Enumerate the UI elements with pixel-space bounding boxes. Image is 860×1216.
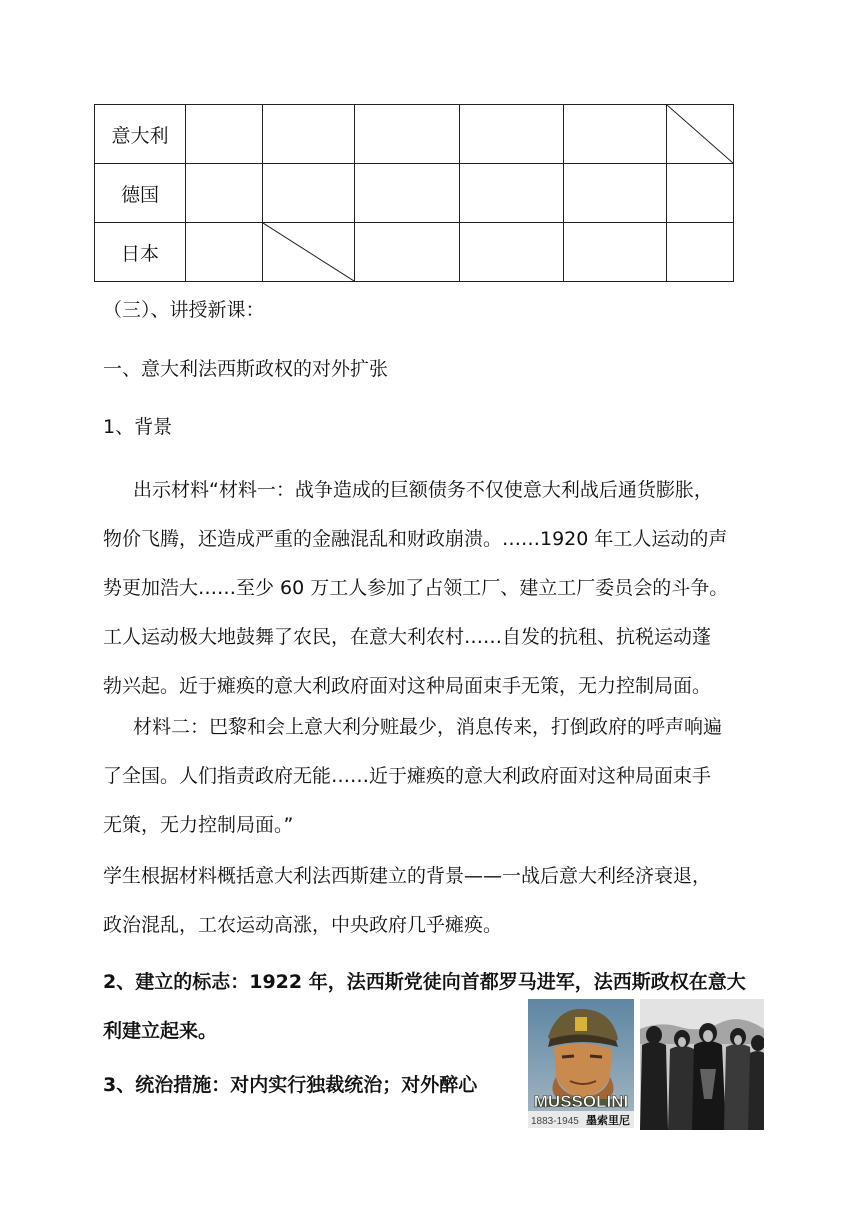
text-line: 物价飞腾，还造成严重的金融混乱和财政崩溃。……1920 年工人运动的声 xyxy=(103,528,728,550)
section-heading: （三）、讲授新课： xyxy=(103,299,265,321)
text-line: 无策，无力控制局面。” xyxy=(103,814,294,836)
table-cell xyxy=(263,105,355,164)
march-on-rome-photo xyxy=(640,999,764,1130)
table-cell xyxy=(355,105,460,164)
row-label: 意大利 xyxy=(95,105,186,164)
rule-measures: 3、统治措施：对内实行独裁统治；对外醉心 xyxy=(103,1074,478,1096)
subheading-background: 1、背景 xyxy=(103,416,173,438)
material-one xyxy=(103,466,763,711)
table-cell xyxy=(263,164,355,223)
table-row xyxy=(95,223,734,282)
table-cell xyxy=(667,223,734,282)
poster-art xyxy=(528,999,634,1128)
text-line: 勃兴起。近于瘫痪的意大利政府面对这种局面束手无策，无力控制局面。 xyxy=(103,675,712,697)
table-cell xyxy=(355,164,460,223)
student-summary xyxy=(103,852,763,950)
text-line: 政治混乱，工农运动高涨，中央政府几乎瘫痪。 xyxy=(103,914,503,936)
table-row xyxy=(95,105,734,164)
table-cell xyxy=(564,164,667,223)
poster-name: MUSSOLINI xyxy=(533,1092,629,1111)
table-cell xyxy=(460,223,564,282)
diagonal-line xyxy=(667,105,733,163)
text-line: 了全国。人们指责政府无能……近于瘫痪的意大利政府面对这种局面束手 xyxy=(103,765,712,787)
table-cell xyxy=(564,105,667,164)
diagonal-line xyxy=(263,223,354,281)
mussolini-poster-image xyxy=(528,999,634,1128)
text-line: 工人运动极大地鼓舞了农民，在意大利农村……自发的抗租、抗税运动蓬 xyxy=(103,626,712,648)
table-row xyxy=(95,164,734,223)
country-table xyxy=(94,104,734,282)
poster-years: 1883-1945 xyxy=(531,1116,579,1127)
material-two xyxy=(103,703,763,850)
text-line: 学生根据材料概括意大利法西斯建立的背景——一战后意大利经济衰退， xyxy=(103,865,712,887)
table-cell xyxy=(186,164,263,223)
table-cell-crossed xyxy=(667,105,734,164)
photo-art xyxy=(640,999,764,1130)
table-cell xyxy=(667,164,734,223)
table-cell xyxy=(460,164,564,223)
row-label: 日本 xyxy=(95,223,186,282)
table-cell xyxy=(460,105,564,164)
poster-chinese-name: 墨索里尼 xyxy=(586,1114,630,1127)
text-line: 材料二：巴黎和会上意大利分赃最少，消息传来，打倒政府的呼声响遍 xyxy=(133,716,723,738)
table-cell xyxy=(564,223,667,282)
text-line: 势更加浩大……至少 60 万工人参加了占领工厂、建立工厂委员会的斗争。 xyxy=(103,577,729,599)
text-line: 2、建立的标志：1922 年，法西斯党徒向首都罗马进军，法西斯政权在意大 xyxy=(103,971,746,993)
text-line: 利建立起来。 xyxy=(103,1020,218,1042)
table-cell xyxy=(186,105,263,164)
heading-italy-expansion: 一、意大利法西斯政权的对外扩张 xyxy=(103,358,389,380)
table-cell-crossed xyxy=(263,223,355,282)
table-cell xyxy=(186,223,263,282)
text-line: 出示材料“材料一：战争造成的巨额债务不仅使意大利战后通货膨胀， xyxy=(133,479,713,501)
row-label: 德国 xyxy=(95,164,186,223)
table-cell xyxy=(355,223,460,282)
